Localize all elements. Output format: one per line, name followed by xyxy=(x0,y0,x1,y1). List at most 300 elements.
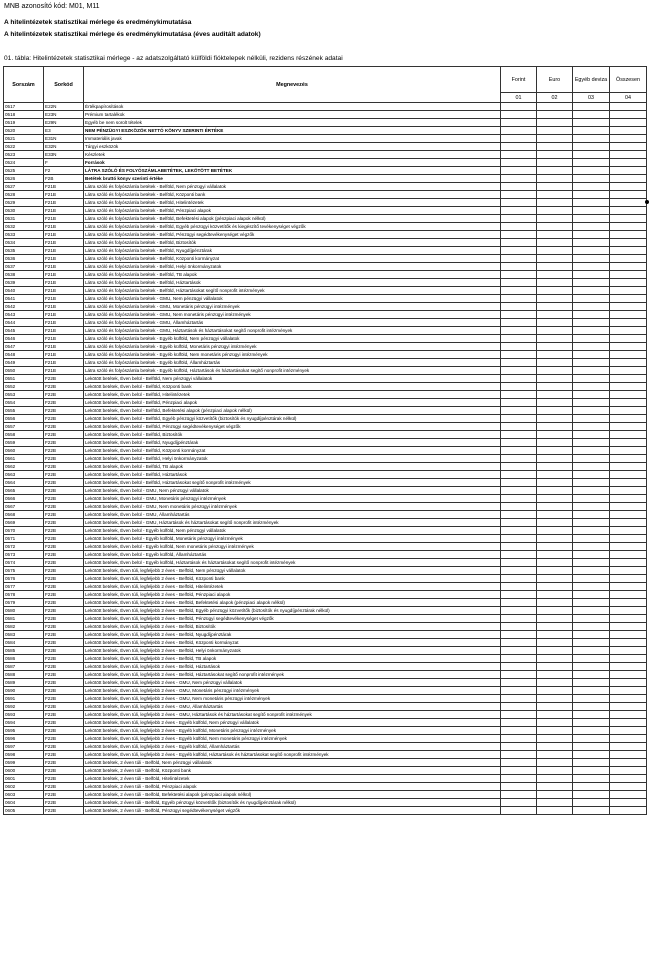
value-cell[interactable] xyxy=(537,559,573,567)
value-cell[interactable] xyxy=(537,143,573,151)
value-cell[interactable] xyxy=(610,671,647,679)
value-cell[interactable] xyxy=(573,711,610,719)
value-cell[interactable] xyxy=(610,631,647,639)
value-cell[interactable] xyxy=(573,559,610,567)
value-cell[interactable] xyxy=(610,767,647,775)
value-cell[interactable] xyxy=(610,783,647,791)
value-cell[interactable] xyxy=(537,767,573,775)
value-cell[interactable] xyxy=(537,359,573,367)
value-cell[interactable] xyxy=(573,735,610,743)
value-cell[interactable] xyxy=(537,783,573,791)
value-cell[interactable] xyxy=(501,743,537,751)
value-cell[interactable] xyxy=(501,167,537,175)
value-cell[interactable] xyxy=(610,263,647,271)
value-cell[interactable] xyxy=(610,543,647,551)
value-cell[interactable] xyxy=(537,375,573,383)
value-cell[interactable] xyxy=(501,711,537,719)
value-cell[interactable] xyxy=(573,175,610,183)
value-cell[interactable] xyxy=(610,287,647,295)
value-cell[interactable] xyxy=(610,583,647,591)
value-cell[interactable] xyxy=(537,567,573,575)
value-cell[interactable] xyxy=(573,695,610,703)
value-cell[interactable] xyxy=(610,751,647,759)
value-cell[interactable] xyxy=(573,663,610,671)
value-cell[interactable] xyxy=(610,175,647,183)
value-cell[interactable] xyxy=(573,655,610,663)
value-cell[interactable] xyxy=(501,479,537,487)
value-cell[interactable] xyxy=(501,471,537,479)
value-cell[interactable] xyxy=(501,599,537,607)
value-cell[interactable] xyxy=(573,103,610,111)
value-cell[interactable] xyxy=(610,351,647,359)
value-cell[interactable] xyxy=(537,583,573,591)
value-cell[interactable] xyxy=(537,311,573,319)
value-cell[interactable] xyxy=(573,511,610,519)
value-cell[interactable] xyxy=(610,303,647,311)
value-cell[interactable] xyxy=(573,287,610,295)
value-cell[interactable] xyxy=(610,223,647,231)
value-cell[interactable] xyxy=(610,135,647,143)
value-cell[interactable] xyxy=(537,391,573,399)
value-cell[interactable] xyxy=(537,343,573,351)
value-cell[interactable] xyxy=(537,431,573,439)
value-cell[interactable] xyxy=(501,647,537,655)
value-cell[interactable] xyxy=(537,671,573,679)
value-cell[interactable] xyxy=(501,639,537,647)
value-cell[interactable] xyxy=(573,183,610,191)
value-cell[interactable] xyxy=(501,151,537,159)
value-cell[interactable] xyxy=(573,255,610,263)
value-cell[interactable] xyxy=(573,607,610,615)
value-cell[interactable] xyxy=(573,439,610,447)
value-cell[interactable] xyxy=(537,463,573,471)
value-cell[interactable] xyxy=(537,383,573,391)
value-cell[interactable] xyxy=(573,671,610,679)
value-cell[interactable] xyxy=(537,447,573,455)
value-cell[interactable] xyxy=(610,663,647,671)
value-cell[interactable] xyxy=(501,359,537,367)
value-cell[interactable] xyxy=(573,399,610,407)
value-cell[interactable] xyxy=(501,519,537,527)
value-cell[interactable] xyxy=(573,127,610,135)
value-cell[interactable] xyxy=(537,231,573,239)
value-cell[interactable] xyxy=(610,519,647,527)
value-cell[interactable] xyxy=(537,255,573,263)
value-cell[interactable] xyxy=(537,751,573,759)
value-cell[interactable] xyxy=(573,343,610,351)
value-cell[interactable] xyxy=(573,783,610,791)
value-cell[interactable] xyxy=(501,279,537,287)
value-cell[interactable] xyxy=(501,343,537,351)
value-cell[interactable] xyxy=(501,527,537,535)
value-cell[interactable] xyxy=(537,223,573,231)
value-cell[interactable] xyxy=(501,799,537,807)
value-cell[interactable] xyxy=(537,239,573,247)
value-cell[interactable] xyxy=(537,655,573,663)
value-cell[interactable] xyxy=(573,239,610,247)
value-cell[interactable] xyxy=(501,567,537,575)
value-cell[interactable] xyxy=(537,191,573,199)
value-cell[interactable] xyxy=(573,319,610,327)
value-cell[interactable] xyxy=(501,191,537,199)
value-cell[interactable] xyxy=(537,399,573,407)
value-cell[interactable] xyxy=(610,359,647,367)
value-cell[interactable] xyxy=(537,303,573,311)
value-cell[interactable] xyxy=(537,591,573,599)
value-cell[interactable] xyxy=(501,351,537,359)
value-cell[interactable] xyxy=(573,247,610,255)
value-cell[interactable] xyxy=(537,487,573,495)
value-cell[interactable] xyxy=(573,111,610,119)
value-cell[interactable] xyxy=(537,511,573,519)
value-cell[interactable] xyxy=(610,799,647,807)
value-cell[interactable] xyxy=(537,551,573,559)
value-cell[interactable] xyxy=(501,807,537,815)
value-cell[interactable] xyxy=(501,671,537,679)
value-cell[interactable] xyxy=(501,327,537,335)
value-cell[interactable] xyxy=(573,223,610,231)
value-cell[interactable] xyxy=(501,295,537,303)
value-cell[interactable] xyxy=(573,703,610,711)
value-cell[interactable] xyxy=(537,775,573,783)
value-cell[interactable] xyxy=(537,711,573,719)
value-cell[interactable] xyxy=(610,655,647,663)
value-cell[interactable] xyxy=(573,407,610,415)
value-cell[interactable] xyxy=(537,423,573,431)
value-cell[interactable] xyxy=(610,527,647,535)
value-cell[interactable] xyxy=(610,111,647,119)
value-cell[interactable] xyxy=(501,111,537,119)
value-cell[interactable] xyxy=(610,295,647,303)
value-cell[interactable] xyxy=(537,135,573,143)
value-cell[interactable] xyxy=(501,287,537,295)
value-cell[interactable] xyxy=(610,559,647,567)
value-cell[interactable] xyxy=(537,295,573,303)
value-cell[interactable] xyxy=(501,303,537,311)
value-cell[interactable] xyxy=(501,407,537,415)
value-cell[interactable] xyxy=(610,391,647,399)
value-cell[interactable] xyxy=(501,591,537,599)
value-cell[interactable] xyxy=(573,135,610,143)
value-cell[interactable] xyxy=(610,119,647,127)
value-cell[interactable] xyxy=(501,679,537,687)
value-cell[interactable] xyxy=(501,735,537,743)
value-cell[interactable] xyxy=(610,143,647,151)
value-cell[interactable] xyxy=(501,687,537,695)
value-cell[interactable] xyxy=(610,599,647,607)
value-cell[interactable] xyxy=(537,703,573,711)
value-cell[interactable] xyxy=(537,207,573,215)
value-cell[interactable] xyxy=(573,727,610,735)
value-cell[interactable] xyxy=(610,247,647,255)
value-cell[interactable] xyxy=(573,199,610,207)
value-cell[interactable] xyxy=(610,735,647,743)
value-cell[interactable] xyxy=(537,471,573,479)
value-cell[interactable] xyxy=(610,455,647,463)
value-cell[interactable] xyxy=(610,463,647,471)
value-cell[interactable] xyxy=(501,231,537,239)
value-cell[interactable] xyxy=(610,791,647,799)
value-cell[interactable] xyxy=(537,719,573,727)
value-cell[interactable] xyxy=(573,383,610,391)
value-cell[interactable] xyxy=(610,279,647,287)
value-cell[interactable] xyxy=(537,735,573,743)
value-cell[interactable] xyxy=(537,103,573,111)
value-cell[interactable] xyxy=(610,319,647,327)
value-cell[interactable] xyxy=(537,679,573,687)
value-cell[interactable] xyxy=(501,551,537,559)
value-cell[interactable] xyxy=(537,351,573,359)
value-cell[interactable] xyxy=(610,399,647,407)
value-cell[interactable] xyxy=(610,271,647,279)
value-cell[interactable] xyxy=(501,495,537,503)
value-cell[interactable] xyxy=(610,615,647,623)
value-cell[interactable] xyxy=(537,495,573,503)
value-cell[interactable] xyxy=(501,271,537,279)
value-cell[interactable] xyxy=(610,695,647,703)
value-cell[interactable] xyxy=(573,503,610,511)
value-cell[interactable] xyxy=(537,271,573,279)
value-cell[interactable] xyxy=(573,647,610,655)
value-cell[interactable] xyxy=(537,759,573,767)
value-cell[interactable] xyxy=(610,151,647,159)
value-cell[interactable] xyxy=(610,727,647,735)
value-cell[interactable] xyxy=(537,319,573,327)
value-cell[interactable] xyxy=(610,575,647,583)
value-cell[interactable] xyxy=(501,663,537,671)
value-cell[interactable] xyxy=(610,623,647,631)
value-cell[interactable] xyxy=(501,719,537,727)
value-cell[interactable] xyxy=(501,783,537,791)
value-cell[interactable] xyxy=(537,199,573,207)
value-cell[interactable] xyxy=(573,415,610,423)
value-cell[interactable] xyxy=(573,391,610,399)
value-cell[interactable] xyxy=(610,495,647,503)
value-cell[interactable] xyxy=(573,495,610,503)
value-cell[interactable] xyxy=(537,479,573,487)
value-cell[interactable] xyxy=(501,127,537,135)
value-cell[interactable] xyxy=(537,183,573,191)
value-cell[interactable] xyxy=(610,375,647,383)
value-cell[interactable] xyxy=(610,471,647,479)
value-cell[interactable] xyxy=(573,767,610,775)
value-cell[interactable] xyxy=(610,703,647,711)
value-cell[interactable] xyxy=(501,583,537,591)
value-cell[interactable] xyxy=(501,503,537,511)
value-cell[interactable] xyxy=(501,159,537,167)
value-cell[interactable] xyxy=(501,319,537,327)
value-cell[interactable] xyxy=(573,271,610,279)
value-cell[interactable] xyxy=(610,487,647,495)
value-cell[interactable] xyxy=(537,535,573,543)
value-cell[interactable] xyxy=(610,639,647,647)
value-cell[interactable] xyxy=(573,759,610,767)
value-cell[interactable] xyxy=(537,503,573,511)
value-cell[interactable] xyxy=(610,255,647,263)
value-cell[interactable] xyxy=(501,335,537,343)
value-cell[interactable] xyxy=(573,351,610,359)
value-cell[interactable] xyxy=(537,455,573,463)
value-cell[interactable] xyxy=(573,455,610,463)
value-cell[interactable] xyxy=(501,607,537,615)
value-cell[interactable] xyxy=(501,391,537,399)
value-cell[interactable] xyxy=(573,143,610,151)
value-cell[interactable] xyxy=(501,767,537,775)
value-cell[interactable] xyxy=(573,279,610,287)
value-cell[interactable] xyxy=(610,647,647,655)
value-cell[interactable] xyxy=(573,567,610,575)
value-cell[interactable] xyxy=(537,119,573,127)
value-cell[interactable] xyxy=(501,383,537,391)
value-cell[interactable] xyxy=(501,775,537,783)
value-cell[interactable] xyxy=(610,479,647,487)
value-cell[interactable] xyxy=(573,335,610,343)
value-cell[interactable] xyxy=(573,751,610,759)
value-cell[interactable] xyxy=(537,647,573,655)
value-cell[interactable] xyxy=(501,759,537,767)
value-cell[interactable] xyxy=(501,103,537,111)
value-cell[interactable] xyxy=(610,167,647,175)
value-cell[interactable] xyxy=(573,631,610,639)
value-cell[interactable] xyxy=(573,159,610,167)
value-cell[interactable] xyxy=(573,807,610,815)
value-cell[interactable] xyxy=(573,679,610,687)
value-cell[interactable] xyxy=(537,695,573,703)
value-cell[interactable] xyxy=(573,519,610,527)
value-cell[interactable] xyxy=(573,231,610,239)
value-cell[interactable] xyxy=(573,375,610,383)
value-cell[interactable] xyxy=(501,631,537,639)
value-cell[interactable] xyxy=(537,367,573,375)
value-cell[interactable] xyxy=(610,759,647,767)
value-cell[interactable] xyxy=(501,263,537,271)
value-cell[interactable] xyxy=(537,415,573,423)
value-cell[interactable] xyxy=(610,367,647,375)
value-cell[interactable] xyxy=(537,663,573,671)
value-cell[interactable] xyxy=(610,687,647,695)
value-cell[interactable] xyxy=(501,727,537,735)
value-cell[interactable] xyxy=(573,263,610,271)
value-cell[interactable] xyxy=(501,439,537,447)
value-cell[interactable] xyxy=(501,463,537,471)
value-cell[interactable] xyxy=(610,775,647,783)
value-cell[interactable] xyxy=(610,551,647,559)
value-cell[interactable] xyxy=(610,239,647,247)
value-cell[interactable] xyxy=(610,511,647,519)
value-cell[interactable] xyxy=(573,463,610,471)
value-cell[interactable] xyxy=(573,775,610,783)
value-cell[interactable] xyxy=(610,127,647,135)
value-cell[interactable] xyxy=(610,431,647,439)
value-cell[interactable] xyxy=(610,503,647,511)
value-cell[interactable] xyxy=(610,679,647,687)
value-cell[interactable] xyxy=(573,191,610,199)
value-cell[interactable] xyxy=(610,415,647,423)
value-cell[interactable] xyxy=(501,399,537,407)
value-cell[interactable] xyxy=(573,583,610,591)
value-cell[interactable] xyxy=(610,447,647,455)
value-cell[interactable] xyxy=(610,191,647,199)
value-cell[interactable] xyxy=(573,431,610,439)
value-cell[interactable] xyxy=(537,111,573,119)
value-cell[interactable] xyxy=(537,807,573,815)
value-cell[interactable] xyxy=(537,407,573,415)
value-cell[interactable] xyxy=(573,591,610,599)
value-cell[interactable] xyxy=(501,175,537,183)
value-cell[interactable] xyxy=(573,527,610,535)
value-cell[interactable] xyxy=(610,439,647,447)
value-cell[interactable] xyxy=(573,447,610,455)
value-cell[interactable] xyxy=(501,695,537,703)
value-cell[interactable] xyxy=(573,295,610,303)
value-cell[interactable] xyxy=(537,159,573,167)
value-cell[interactable] xyxy=(537,639,573,647)
value-cell[interactable] xyxy=(501,623,537,631)
value-cell[interactable] xyxy=(501,183,537,191)
value-cell[interactable] xyxy=(501,655,537,663)
value-cell[interactable] xyxy=(501,615,537,623)
value-cell[interactable] xyxy=(573,575,610,583)
value-cell[interactable] xyxy=(573,167,610,175)
value-cell[interactable] xyxy=(610,407,647,415)
value-cell[interactable] xyxy=(537,151,573,159)
value-cell[interactable] xyxy=(573,599,610,607)
value-cell[interactable] xyxy=(537,287,573,295)
value-cell[interactable] xyxy=(573,487,610,495)
value-cell[interactable] xyxy=(573,791,610,799)
value-cell[interactable] xyxy=(610,383,647,391)
value-cell[interactable] xyxy=(610,215,647,223)
value-cell[interactable] xyxy=(537,607,573,615)
value-cell[interactable] xyxy=(501,119,537,127)
value-cell[interactable] xyxy=(501,455,537,463)
value-cell[interactable] xyxy=(610,103,647,111)
value-cell[interactable] xyxy=(501,135,537,143)
value-cell[interactable] xyxy=(501,375,537,383)
value-cell[interactable] xyxy=(537,599,573,607)
value-cell[interactable] xyxy=(501,199,537,207)
value-cell[interactable] xyxy=(501,431,537,439)
value-cell[interactable] xyxy=(573,303,610,311)
value-cell[interactable] xyxy=(573,535,610,543)
value-cell[interactable] xyxy=(573,687,610,695)
value-cell[interactable] xyxy=(537,439,573,447)
value-cell[interactable] xyxy=(501,487,537,495)
value-cell[interactable] xyxy=(573,543,610,551)
value-cell[interactable] xyxy=(537,687,573,695)
value-cell[interactable] xyxy=(610,591,647,599)
value-cell[interactable] xyxy=(573,151,610,159)
value-cell[interactable] xyxy=(501,511,537,519)
value-cell[interactable] xyxy=(501,207,537,215)
value-cell[interactable] xyxy=(610,719,647,727)
value-cell[interactable] xyxy=(501,559,537,567)
value-cell[interactable] xyxy=(537,543,573,551)
value-cell[interactable] xyxy=(537,327,573,335)
value-cell[interactable] xyxy=(573,423,610,431)
value-cell[interactable] xyxy=(610,607,647,615)
value-cell[interactable] xyxy=(537,279,573,287)
value-cell[interactable] xyxy=(537,623,573,631)
value-cell[interactable] xyxy=(501,247,537,255)
value-cell[interactable] xyxy=(573,367,610,375)
value-cell[interactable] xyxy=(537,247,573,255)
value-cell[interactable] xyxy=(610,567,647,575)
value-cell[interactable] xyxy=(573,207,610,215)
value-cell[interactable] xyxy=(573,623,610,631)
value-cell[interactable] xyxy=(610,335,647,343)
value-cell[interactable] xyxy=(501,239,537,247)
